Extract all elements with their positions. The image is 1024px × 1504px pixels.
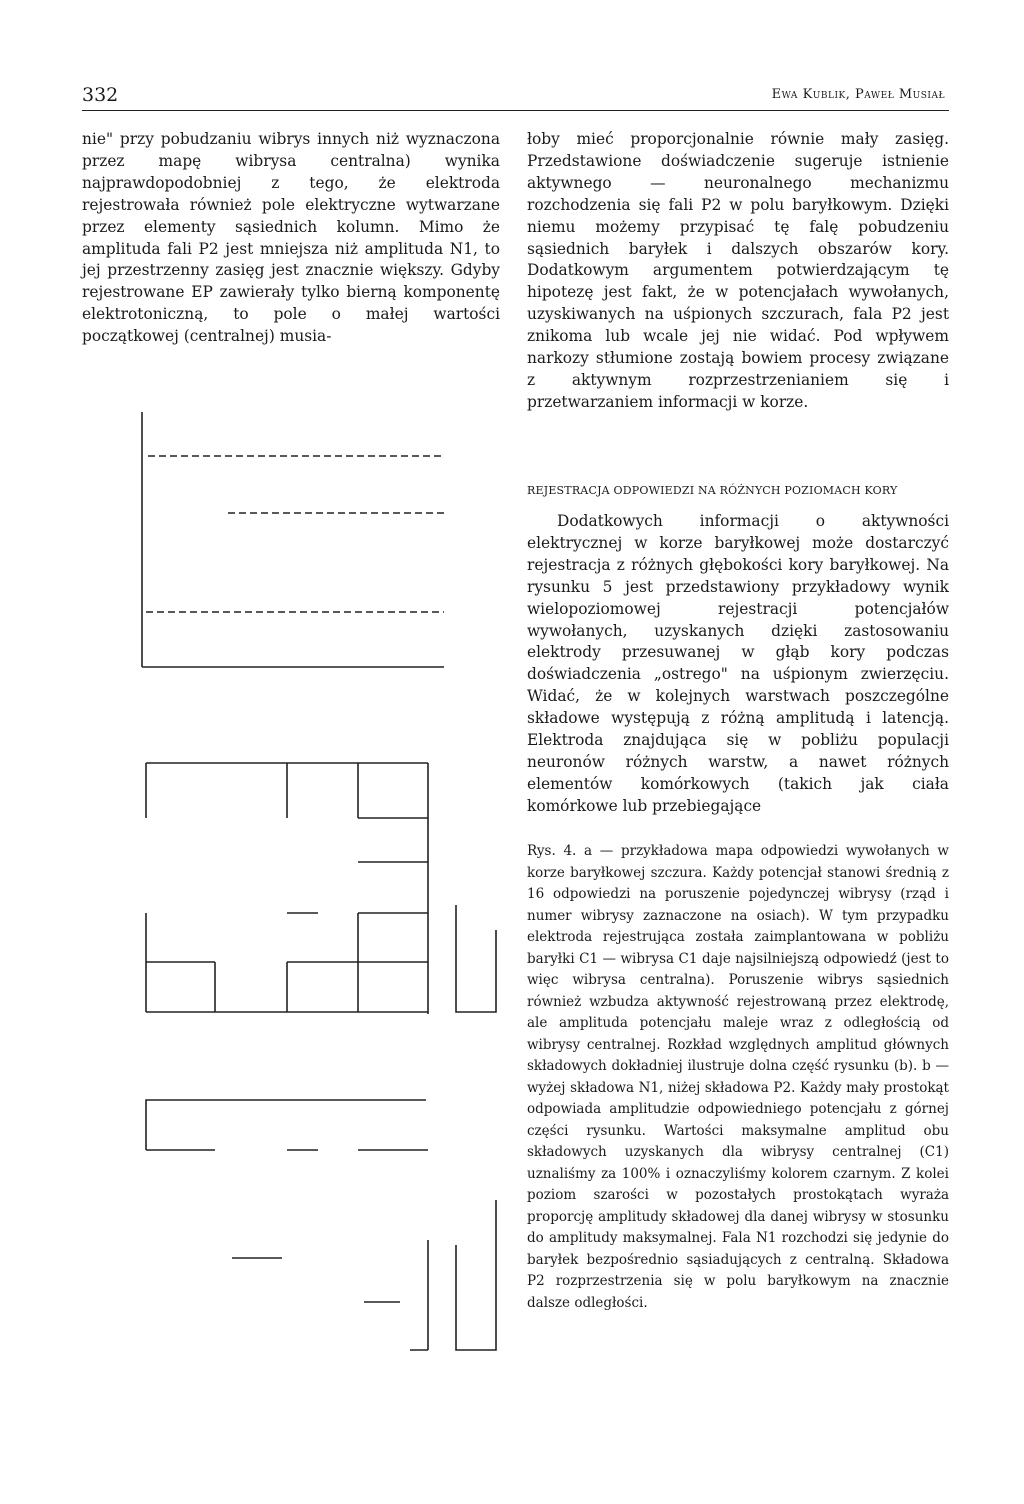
left-paragraph: nie" przy pobudzaniu wibrys innych niż wyznaczona przez mapę wibrysa centralna) wynika najprawdopodobniej z tego, że elektroda rejestrowała również pole elektryczne wytwarzane przez elementy sąsiednich kolumn. Mimo że amplituda fali P2 jest mniejsza niż amplituda N1, to jej przestrzenny zasięg jest znacznie większy. Gdyby rejestrowane EP zawierały tylko bierną komponentę elektrotoniczną, to pole o małej wartości początkowej (centralnej) musia-	[82, 130, 500, 346]
section-heading: REJESTRACJA ODPOWIEDZI NA RÓŻNYCH POZIOMACH KORY	[527, 484, 898, 497]
figure-panel-b-n1	[146, 763, 496, 1014]
page-number: 332	[82, 84, 119, 106]
figure-panel-a	[142, 412, 444, 667]
caption-paragraph: Rys. 4. a — przykładowa mapa odpowiedzi wywołanych w korze baryłkowej szczura. Każdy potencjał stanowi średnią z 16 odpowiedzi na poruszenie pojedynczej wibrysy (rząd i numer wibrysy zaznaczone na osiach). W tym przypadku elektroda rejestrująca została zaimplantowana w pobliżu baryłki C1 — wibrysa C1 daje najsilniejszą odpowiedź (jest to więc wibrysa centralna). Poruszenie wibrys sąsiednich również wzbudza aktywność rejestrowaną przez elektrodę, ale amplituda potencjału maleje wraz z odległością od wibrysy centralnej. Rozkład względnych amplitud głównych składowych dokładniej ilustruje dolna część rysunku (b). b — wyżej składowa N1, niżej składowa P2. Każdy mały prostokąt odpowiada amplitudzie odpowiedniego potencjału z górnej części rysunku. Wartości maksymalne amplitud obu składowych uzyskanych dla wibrysy centralnej (C1) uznaliśmy za 100% i oznaczyliśmy kolorem czarnym. Z kolei poziom szarości w pozostałych prostokątach wyraża proporcję amplitudy składowej dla danej wibrysy w stosunku do amplitudy maksymalnej. Fala N1 rozchodzi się jedynie do baryłek bezpośrednio sąsiadujących z centralną. Składowa P2 rozprzestrzenia się w polu baryłkowym na znacznie dalsze odległości.	[527, 843, 949, 1311]
running-head: Ewa Kublik, Paweł Musiał	[771, 87, 945, 102]
figure-panel-b-p2	[146, 1100, 496, 1350]
right-paragraph: łoby mieć proporcjonalnie równie mały zasięg. Przedstawione doświadczenie sugeruje istnienie aktywnego — neuronalnego mechanizmu rozchodzenia się fali P2 w polu baryłkowym. Dzięki niemu możemy przypisać tę falę pobudzeniu sąsiednich baryłek i dalszych obszarów kory. Dodatkowym argumentem potwierdzającym tę hipotezę jest fakt, że w potencjałach wywołanych, uzyskiwanych na uśpionych szczurach, fala P2 jest znikoma lub wcale jej nie widać. Pod wpływem narkozy stłumione zostają bowiem procesy związane z aktywnym rozprzestrzenianiem się i przetwarzaniem informacji w korze.	[527, 130, 949, 411]
grid-bracket	[456, 1200, 496, 1350]
grid-bracket	[456, 905, 496, 1012]
grid-line	[146, 1100, 426, 1150]
section-paragraph: Dodatkowych informacji o aktywności elektrycznej w korze baryłkowej może dostarczyć rejestracja z różnych głębokości kory baryłkowej. Na rysunku 5 jest przedstawiony przykładowy wynik wielopoziomowej rejestracji potencjałów wywołanych, uzyskanych dzięki zastosowaniu elektrody przesuwanej w głąb kory podczas doświadczenia „ostrego" na uśpionym zwierzęciu. Widać, że w kolejnych warstwach poszczególne składowe występują z różną amplitudą i latencją. Elektroda znajdująca się w pobliżu populacji neuronów różnych warstw, a nawet różnych elementów komórkowych (takich jak ciała komórkowe lub przebiegające	[527, 512, 949, 815]
